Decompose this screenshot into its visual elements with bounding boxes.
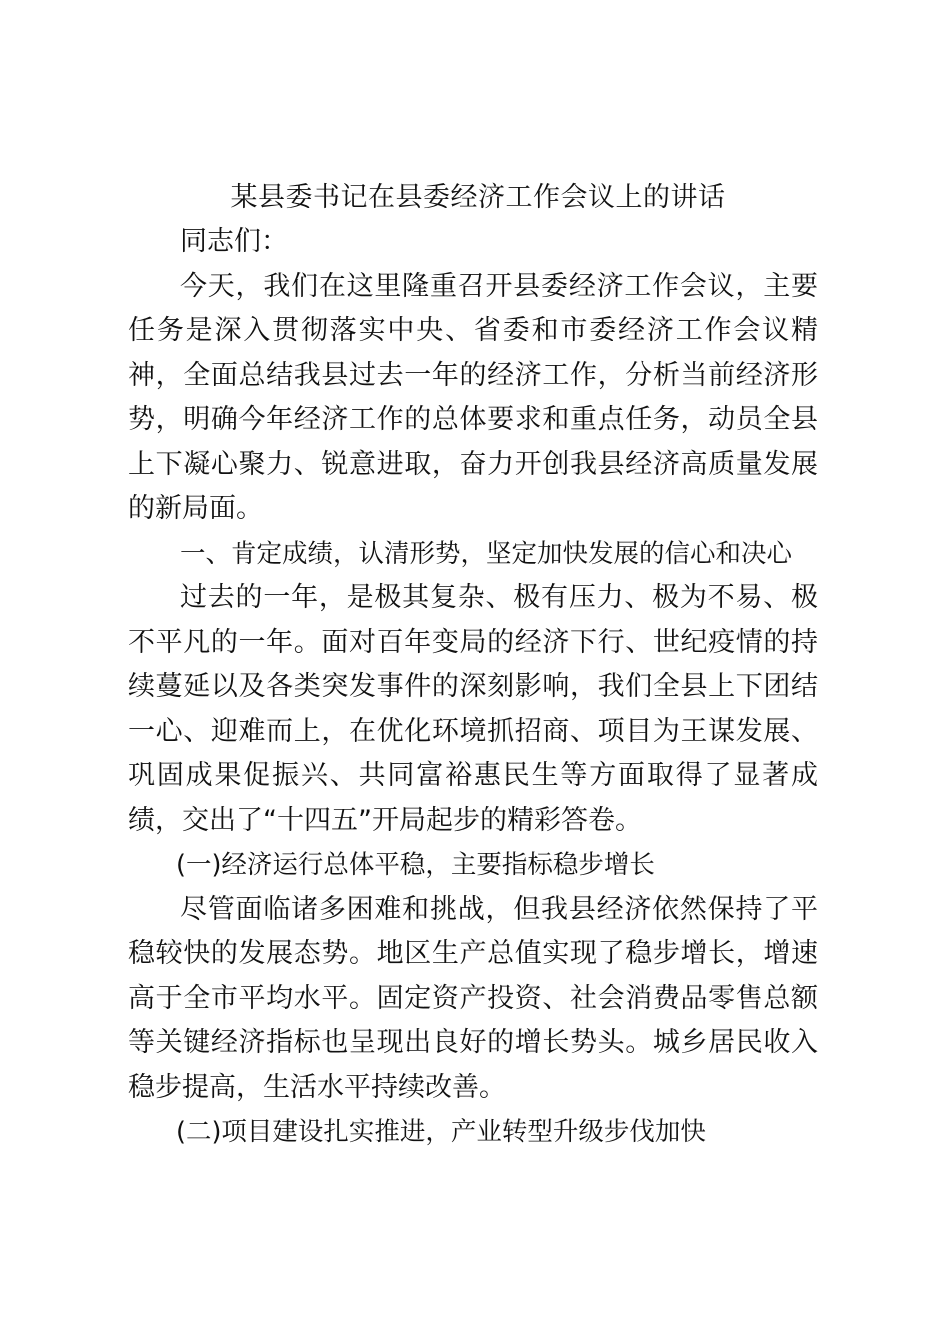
salutation: 同志们：: [180, 226, 288, 257]
section-1-paragraph: 过去的一年，是极其复杂、极有压力、极为不易、极不平凡的一年。面对百年变局的经济下行、世纪疫情的持续蔓延以及各类突发事件的深刻影响，我们全县上下团结一心、迎难而上，在优化环境抓招商、项目为王谋发展、巩固成果促振兴、共同富裕惠民生等方面取得了显著成绩，交出了“十四五”开局起步的精彩答卷。: [128, 582, 818, 836]
document-title: 某县委书记在县委经济工作会议上的讲话: [230, 182, 726, 213]
section-1-heading: 一、肯定成绩，认清形势，坚定加快发展的信心和决心: [180, 538, 793, 569]
subsection-2-heading: (二)项目建设扎实推进，产业转型升级步伐加快: [176, 1117, 706, 1147]
intro-paragraph: 今天，我们在这里隆重召开县委经济工作会议，主要任务是深入贯彻落实中央、省委和市委经济工作会议精神，全面总结我县过去一年的经济工作，分析当前经济形势，明确今年经济工作的总体要求和重点任务，动员全县上下凝心聚力、锐意进取，奋力开创我县经济高质量发展的新局面。: [128, 270, 818, 524]
document-body: [128, 176, 818, 1155]
subsection-1-paragraph: 尽管面临诸多困难和挑战，但我县经济依然保持了平稳较快的发展态势。地区生产总值实现了稳步增长，增速高于全市平均水平。固定资产投资、社会消费品零售总额等关键经济指标也呈现出良好的增长势头。城乡居民收入稳步提高，生活水平持续改善。: [128, 893, 818, 1103]
subsection-1-heading: (一)经济运行总体平稳，主要指标稳步增长: [176, 850, 655, 880]
